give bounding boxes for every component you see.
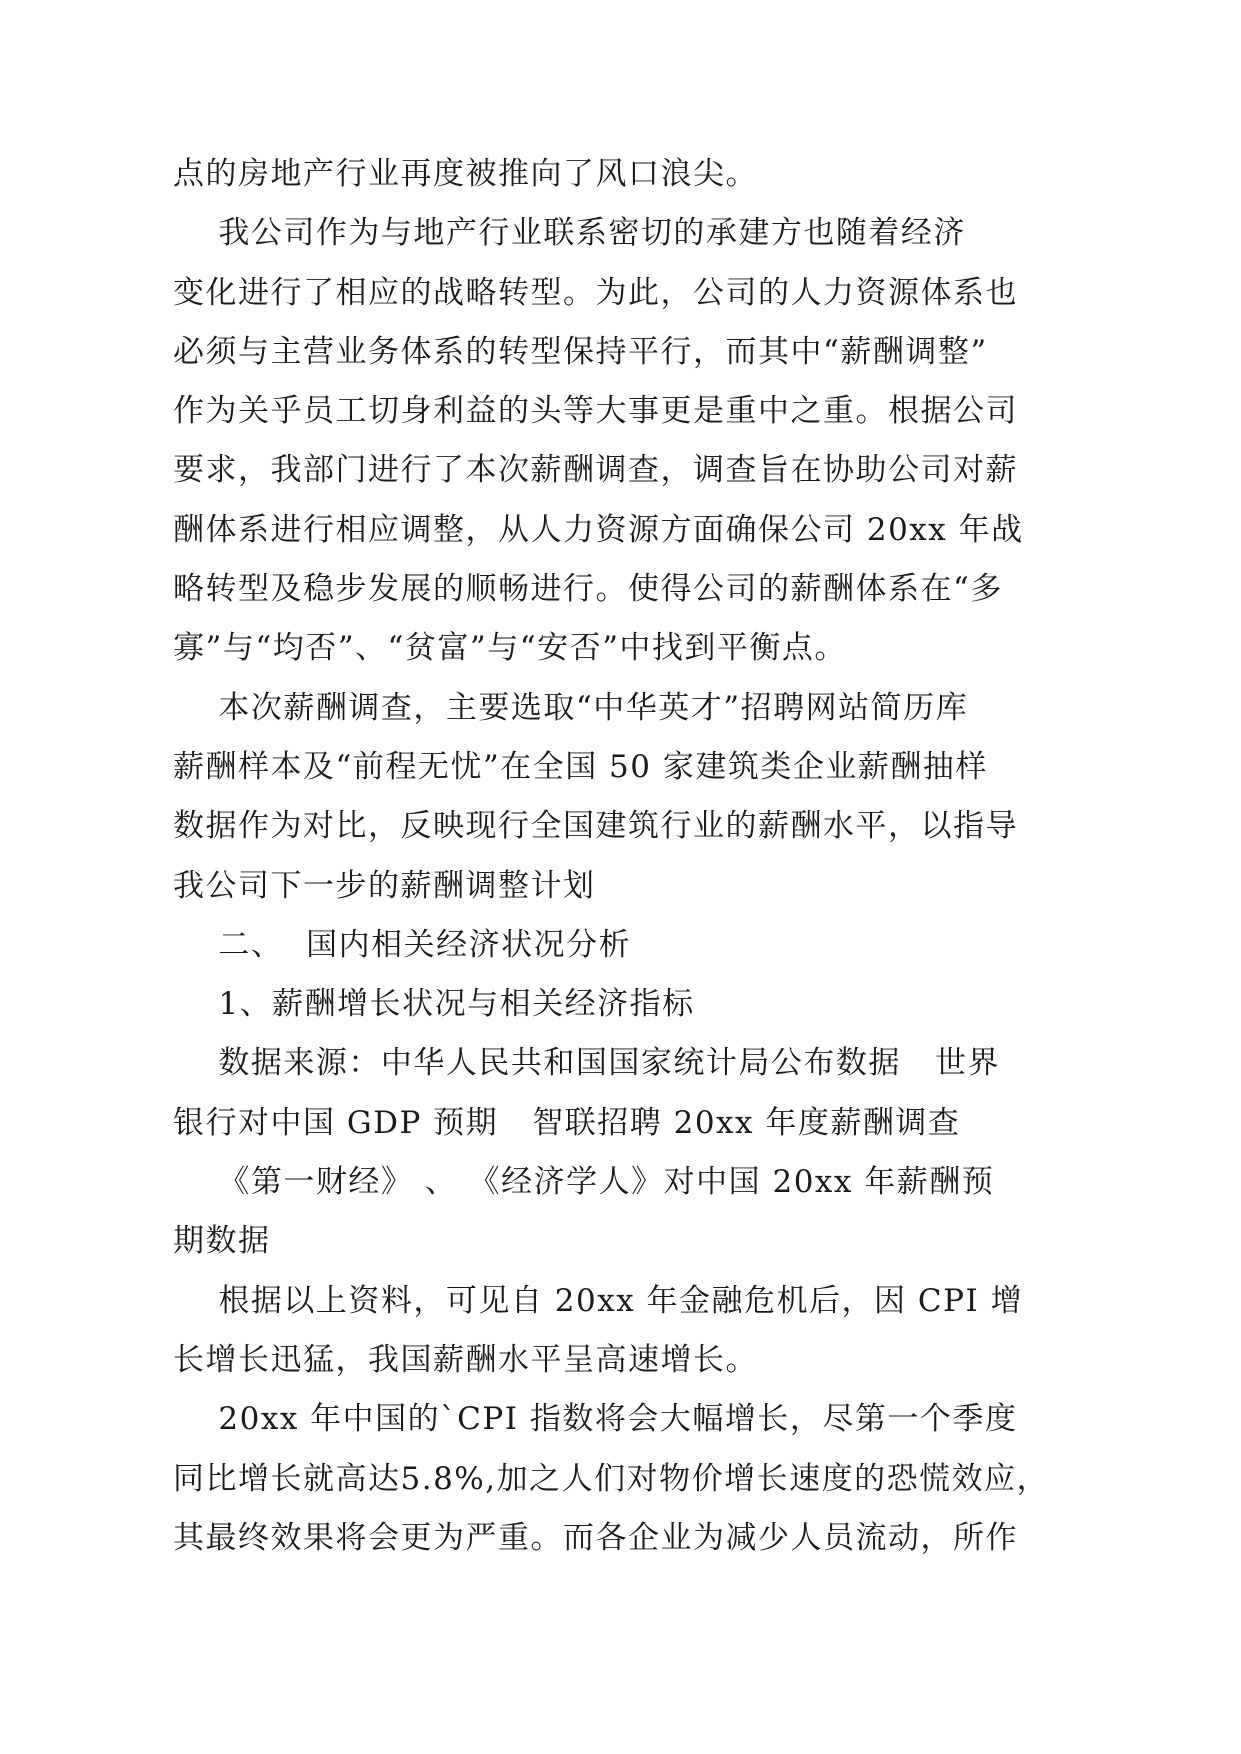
text-line: 其最终效果将会更为严重。而各企业为减少人员流动，所作 <box>173 1519 1018 1556</box>
text-line: 薪酬样本及“前程无忧”在全国 50 家建筑类企业薪酬抽样 <box>173 748 988 785</box>
text-line: 作为关乎员工切身利益的头等大事更是重中之重。根据公司 <box>173 393 1018 430</box>
body-text <box>173 145 1073 1568</box>
text-line: 我公司下一步的薪酬调整计划 <box>173 867 596 904</box>
text-line: 期数据 <box>173 1223 271 1260</box>
text-line: 必须与主营业务体系的转型保持平行，而其中“薪酬调整” <box>173 333 988 370</box>
text-line: 银行对中国 GDP 预期 智联招聘 20xx 年度薪酬调查 <box>173 1104 961 1141</box>
section-heading: 二、 国内相关经济状况分析 <box>173 926 632 963</box>
text-line: 点的房地产行业再度被推向了风口浪尖。 <box>173 156 758 192</box>
text-line: 略转型及稳步发展的顺畅进行。使得公司的薪酬体系在“多 <box>173 571 1003 608</box>
text-line: 我公司作为与地产行业联系密切的承建方也随着经济 <box>173 215 966 252</box>
text-line: 长增长迅猛，我国薪酬水平呈高速增长。 <box>173 1341 758 1378</box>
text-line: 根据以上资料，可见自 20xx 年金融危机后，因 CPI 增 <box>173 1282 1024 1319</box>
text-line: 20xx 年中国的`CPI 指数将会大幅增长，尽第一个季度 <box>173 1401 1018 1438</box>
text-line: 酬体系进行相应调整，从人力资源方面确保公司 20xx 年战 <box>173 511 1024 548</box>
text-line: 数据作为对比，反映现行全国建筑行业的薪酬水平，以指导 <box>173 808 1018 845</box>
text-line: 同比增长就高达5.8%,加之人们对物价增长速度的恐慌效应， <box>173 1460 1050 1497</box>
subsection-heading: 1、薪酬增长状况与相关经济指标 <box>173 986 695 1023</box>
text-line: 变化进行了相应的战略转型。为此，公司的人力资源体系也 <box>173 274 1018 311</box>
text-line: 寡”与“均否”、“贫富”与“安否”中找到平衡点。 <box>173 630 847 667</box>
text-line: 本次薪酬调查，主要选取“中华英才”招聘网站简历库 <box>173 689 969 726</box>
text-line: 数据来源：中华人民共和国国家统计局公布数据 世界 <box>173 1045 1000 1082</box>
text-line: 要求，我部门进行了本次薪酬调查，调查旨在协助公司对薪 <box>173 452 1018 489</box>
text-line: 《第一财经》 、 《经济学人》对中国 20xx 年薪酬预 <box>173 1164 995 1201</box>
